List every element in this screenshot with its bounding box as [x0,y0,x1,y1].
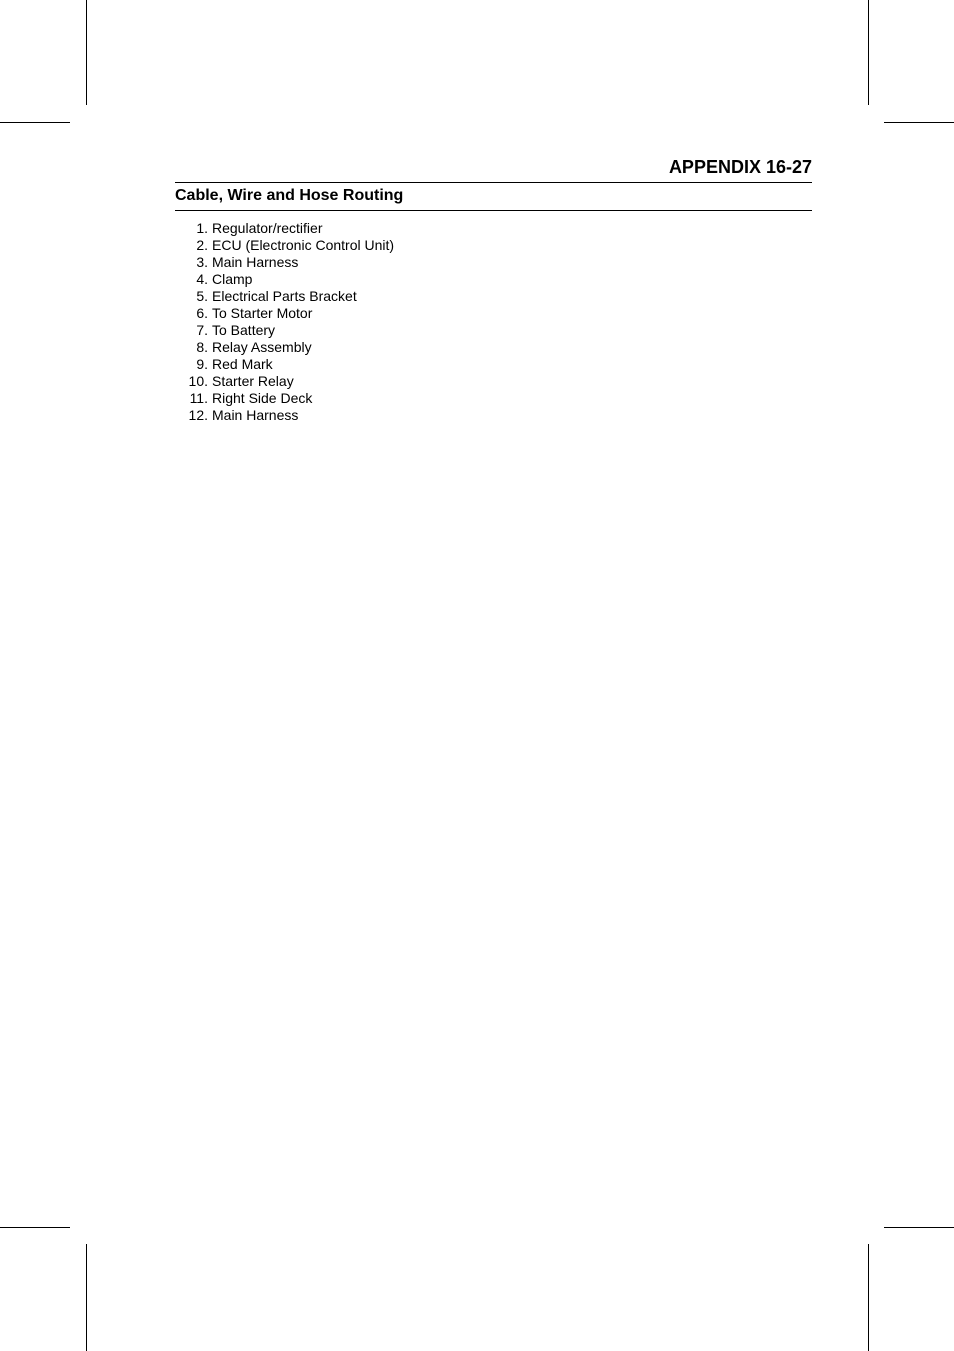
crop-mark-bottom-left-horizontal [0,1227,70,1228]
crop-mark-top-right-vertical [868,0,869,105]
crop-mark-top-left-horizontal [0,122,70,123]
legend-item [175,254,394,271]
legend-number: 11. [189,390,208,406]
legend-item [175,356,394,373]
legend-number: 1. [196,220,208,236]
legend-label: Regulator/rectifier [212,220,323,236]
legend-item [175,220,394,237]
legend-label: Clamp [212,271,253,287]
legend-label: Main Harness [212,254,299,270]
crop-mark-bottom-right-vertical [868,1244,869,1351]
legend-item [175,390,394,407]
legend-number: 10. [188,373,208,389]
legend-number: 12. [188,407,208,423]
legend-label: Electrical Parts Bracket [212,288,357,304]
legend-number: 8. [196,339,208,355]
legend-label: To Battery [212,322,276,338]
legend-number: 5. [196,288,208,304]
legend-item [175,339,394,356]
legend-item [175,237,394,254]
legend-number: 9. [196,356,208,372]
legend-item [175,322,394,339]
crop-mark-top-left-vertical [86,0,87,105]
legend-label: Relay Assembly [212,339,312,355]
legend-item [175,271,394,288]
legend-label: Red Mark [212,356,273,372]
section-title: Cable, Wire and Hose Routing [175,183,812,211]
legend-label: Right Side Deck [212,390,313,406]
page-reference: APPENDIX 16-27 [175,156,812,183]
legend-label: To Starter Motor [212,305,313,321]
parts-legend [175,220,394,424]
legend-number: 4. [196,271,208,287]
legend-label: Starter Relay [212,373,294,389]
legend-number: 2. [196,237,208,253]
crop-mark-bottom-right-horizontal [884,1227,954,1228]
legend-number: 6. [196,305,208,321]
legend-number: 3. [196,254,208,270]
crop-mark-top-right-horizontal [884,122,954,123]
legend-number: 7. [196,322,208,338]
legend-item [175,373,394,390]
legend-item [175,305,394,322]
crop-mark-bottom-left-vertical [86,1244,87,1351]
page-header [175,156,812,211]
legend-item [175,407,394,424]
legend-label: ECU (Electronic Control Unit) [212,237,395,253]
legend-item [175,288,394,305]
legend-label: Main Harness [212,407,299,423]
